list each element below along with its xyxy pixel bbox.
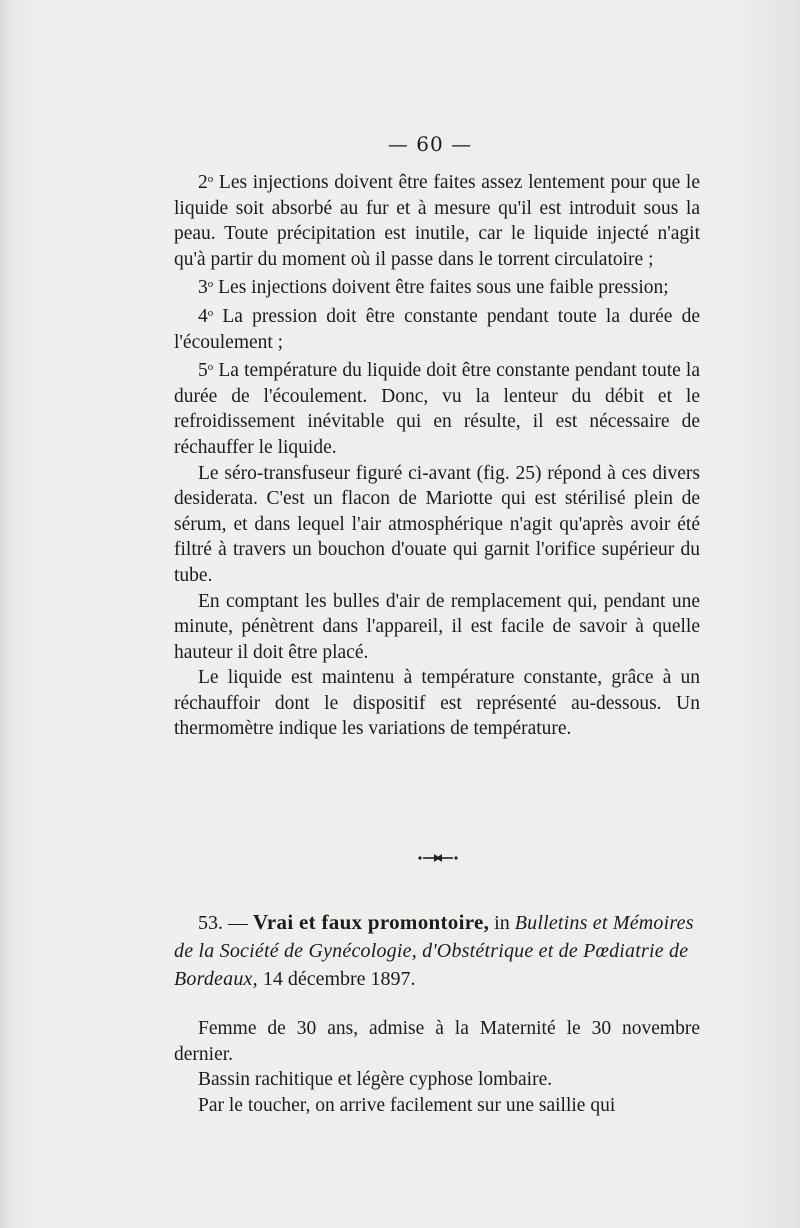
- paragraph-5: 5$^o$ La température du liquide doit être constante pendant toute la durée de l'écoulement. Donc, vu la lenteur du débit et le refroidissement inévitable qui en résulte, il est nécessaire de réchauffer le liquide.: [174, 360, 700, 458]
- article-body: [174, 1016, 700, 1118]
- article-source: Bulletins et Mémoires de la Société de Gynécologie, d'Obstétrique et de Pœdiatrie de Bordeaux,: [174, 912, 694, 990]
- article-heading: 53. — Vrai et faux promontoire, in Bulletins et Mémoires de la Société de Gynécologie, d'Obstétrique et de Pœdiatrie de Bordeaux, 14 décembre 1897.: [174, 910, 694, 990]
- article-title: Vrai et faux promontoire,: [253, 910, 490, 934]
- paragraph-rechauffoir: Le liquide est maintenu à température constante, grâce à un réchauffoir dont le dispositif est représenté au-dessous. Un thermomètre indique les variations de température.: [174, 667, 700, 740]
- article-date: 14 décembre 1897.: [257, 968, 416, 990]
- section-ornament-icon: [416, 848, 460, 868]
- paragraph-4: 4$^o$ La pression doit être constante pendant toute la durée de l'écoulement ;: [174, 305, 700, 353]
- paragraph-3: 3$^o$ Les injections doivent être faites sous une faible pression;: [198, 277, 669, 299]
- paragraph-bassin: Bassin rachitique et légère cyphose lombaire.: [198, 1069, 553, 1091]
- article-number: 53.: [198, 912, 223, 934]
- page-number: — 60 —: [387, 132, 473, 156]
- paragraph-2: 2$^o$ Les injections doivent être faites assez lentement pour que le liquide soit absorbé au fur et à mesure qu'il est introduit sous la peau. Toute précipitation est inutile, car le liquide injecté n'agit qu'à partir du moment où il passe dans le torrent circulatoire ;: [174, 172, 700, 270]
- paragraph-toucher: Par le toucher, on arrive facilement sur une saillie qui: [198, 1094, 616, 1116]
- paragraph-serotransfuseur: Le séro-transfuseur figuré ci-avant (fig. 25) répond à ces divers desiderata. C'est un flacon de Mariotte qui est stérilisé plein de sérum, et dans lequel l'air atmosphérique n'agit qu'après avoir été filtré à travers un bouchon d'ouate qui garnit l'orifice supérieur du tube.: [174, 462, 700, 586]
- paragraph-bulles: En comptant les bulles d'air de remplacement qui, pendant une minute, pénètrent dans l'appareil, il est facile de savoir à quelle hauteur il doit être placé.: [174, 590, 700, 663]
- paragraph-femme: Femme de 30 ans, admise à la Maternité le 30 novembre dernier.: [174, 1018, 700, 1065]
- body-text: [174, 167, 700, 742]
